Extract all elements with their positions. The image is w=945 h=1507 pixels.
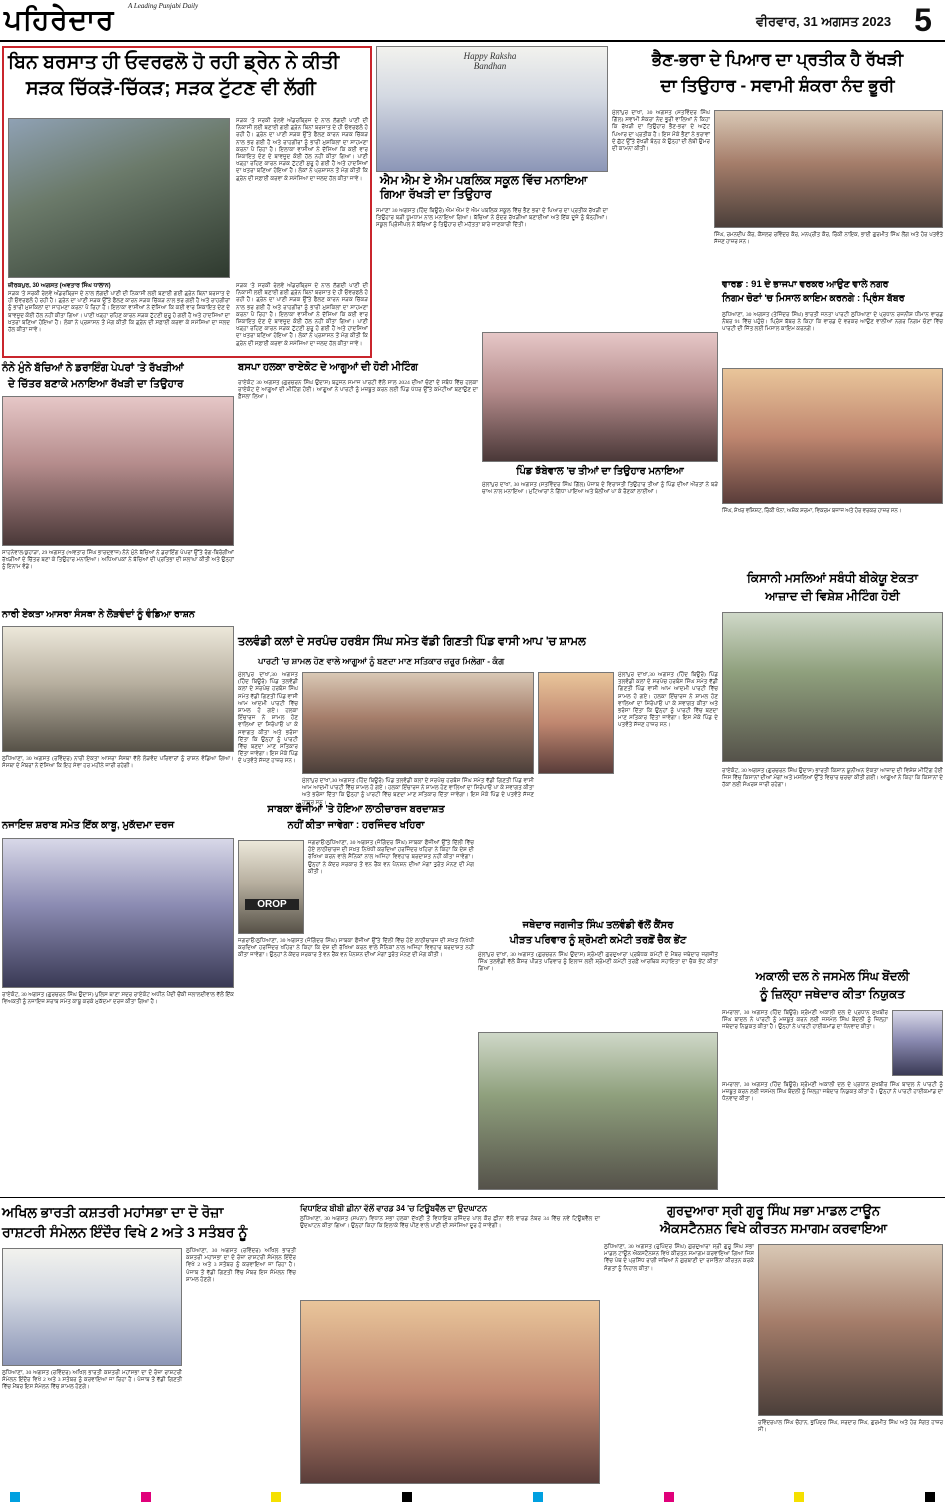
lathicharge-body: ਜਗਰਾਓਂ/ਲੁਧਿਆਣਾ, 30 ਅਗਸਤ (ਜੋਗਿੰਦਰ ਸਿੰਘ) ਸਾਬਕਾ ਫੌਜੀਆਂ ਉੱਤੇ ਦਿੱਲੀ ਵਿੱਚ ਹੋਏ ਲਾਠੀਚਾਰਜ ਦੀ ਸਖ਼ਤ ਨਿਖੇਧੀ ਕਰਦਿਆਂ ਹਰਜਿੰਦਰ ਖਹਿਰਾ ਨੇ ਕਿਹਾ ਕਿ ਦੇਸ਼ ਦੀ ਰੱਖਿਆ ਕਰਨ ਵਾਲੇ ਸੈਨਿਕਾਂ ਨਾਲ ਅਜਿਹਾ ਵਿਵਹਾਰ ਬਰਦਾਸ਼ਤ ਨਹੀਂ ਕੀਤਾ ਜਾਵੇਗਾ। ਉਨ੍ਹਾਂ ਨੇ ਕੇਂਦਰ ਸਰਕਾਰ ਤੋਂ ਵਨ ਰੈਂਕ ਵਨ ਪੈਨਸ਼ਨ ਦੀਆਂ ਮੰਗਾਂ ਤੁਰੰਤ ਮੰਨਣ ਦੀ ਮੰਗ ਕੀਤੀ। (238, 938, 474, 959)
masthead-rule (0, 40, 945, 42)
kirtan-body: ਲੁਧਿਆਣਾ, 30 ਅਗਸਤ (ਰੁਪਿੰਦਰ ਸਿੰਘ) ਗੁਰਦੁਆਰਾ ਸ੍ਰੀ ਗੁਰੂ ਸਿੰਘ ਸਭਾ ਮਾਡਲ ਟਾਊਨ ਐਕਸਟੈਨਸ਼ਨ ਵਿਖੇ ਕੀਰਤਨ ਸਮਾਗਮ ਕਰਵਾਇਆ ਗਿਆ ਜਿਸ ਵਿੱਚ ਪੰਥ ਦੇ ਪ੍ਰਸਿੱਧ ਰਾਗੀ ਜਥਿਆਂ ਨੇ ਗੁਰਬਾਣੀ ਦਾ ਰਸਭਿੰਨਾ ਕੀਰਤਨ ਕਰਕੇ ਸੰਗਤਾਂ ਨੂੰ ਨਿਹਾਲ ਕੀਤਾ। (604, 1244, 754, 1272)
registration-bar (0, 1490, 945, 1504)
ward-caption: ਸਿੰਘ, ਸ਼ੇਖਰ ਵਸ਼ਿਸ਼ਟ, ਰਿੰਕੀ ਖੰਨਾ, ਅਸ਼ੋਕ ਸ਼ਰਮਾ, ਵਿਕਰਮ ਬਜਾਜ ਅਤੇ ਹੋਰ ਵਰਕਰ ਹਾਜ਼ਰ ਸਨ। (722, 508, 902, 514)
kirtan-headline-1: ਗੁਰਦੁਆਰਾ ਸ੍ਰੀ ਗੁਰੂ ਸਿੰਘ ਸਭਾ ਮਾਡਲ ਟਾਊਨ (667, 1203, 880, 1218)
teeyan-headline: ਪਿੰਡ ਝੱਬੇਵਾਲ 'ਚ ਤੀਆਂ ਦਾ ਤਿਉਹਾਰ ਮਨਾਇਆ (516, 466, 684, 477)
kirtan-photo (758, 1244, 943, 1416)
cancer-headline-2: ਪੀੜਤ ਪਰਿਵਾਰ ਨੂੰ ਸ਼੍ਰੋਮਣੀ ਕਮੇਟੀ ਤਰਫ਼ੋਂ ਚੈਕ ਭੇਂਟ (509, 935, 687, 946)
lathicharge-headline-2: ਨਹੀਂ ਕੀਤਾ ਜਾਵੇਗਾ : ਹਰਜਿੰਦਰ ਖਹਿਰਾ (287, 820, 425, 831)
lathicharge-headline-1: ਸਾਬਕਾ ਫੌਜੀਆਂ 'ਤੇ ਹੋਇਆ ਲਾਠੀਚਾਰਜ ਬਰਦਾਸ਼ਤ (267, 804, 445, 815)
raksha-photo (714, 110, 943, 228)
bsp-headline: ਬਸਪਾ ਹਲਕਾ ਰਾਏਕੋਟ ਦੇ ਆਗੂਆਂ ਦੀ ਹੋਈ ਮੀਟਿੰਗ (238, 362, 418, 373)
school-body: ਸਮਾਣਾ 30 ਅਗਸਤ (ਹਿੰਦ ਬਿਊਰੋ) ਐਮ ਐਮ ਏ ਐਮ ਪਬਲਿਕ ਸਕੂਲ ਵਿੱਚ ਭੈਣ ਭਰਾ ਦੇ ਪਿਆਰ ਦਾ ਪ੍ਰਤੀਕ ਰੱਖੜੀ ਦਾ ਤਿਉਹਾਰ ਬੜੀ ਧੂਮਧਾਮ ਨਾਲ ਮਨਾਇਆ ਗਿਆ। ਬੱਚਿਆਂ ਨੇ ਸੁੰਦਰ ਰੱਖੜੀਆਂ ਬਣਾਈਆਂ ਅਤੇ ਇੱਕ ਦੂਜੇ ਨੂੰ ਬੰਨ੍ਹੀਆਂ। ਸਕੂਲ ਪ੍ਰਿੰਸੀਪਲ ਨੇ ਬੱਚਿਆਂ ਨੂੰ ਤਿਉਹਾਰ ਦੀ ਮਹੱਤਤਾ ਬਾਰੇ ਜਾਣਕਾਰੀ ਦਿੱਤੀ। (376, 208, 608, 229)
akali-body-bottom: ਸਮਰਾਲਾ, 30 ਅਗਸਤ (ਹਿੰਦ ਬਿਊਰੋ) ਸ਼੍ਰੋਮਣੀ ਅਕਾਲੀ ਦਲ ਦੇ ਪ੍ਰਧਾਨ ਸੁਖਬੀਰ ਸਿੰਘ ਬਾਦਲ ਨੇ ਪਾਰਟੀ ਨੂੰ ਮਜ਼ਬੂਤ ਕਰਨ ਲਈ ਜਸਮੇਲ ਸਿੰਘ ਬੋਂਦਲੀ ਨੂੰ ਜ਼ਿਲ੍ਹਾ ਜਥੇਦਾਰ ਨਿਯੁਕਤ ਕੀਤਾ ਹੈ। ਉਨ੍ਹਾਂ ਨੇ ਪਾਰਟੀ ਹਾਈਕਮਾਂਡ ਦਾ ਧੰਨਵਾਦ ਕੀਤਾ। (722, 1082, 943, 1103)
bottom-row-rule (0, 1197, 945, 1198)
school-board-text: Happy Raksha Bandhan (463, 51, 517, 71)
lathicharge-photo (238, 840, 304, 934)
drain-body-right: ਸੜਕ 'ਤੇ ਸਰਕੀ ਰੇਲਵੇ ਅੰਡਰਬ੍ਰਿਜ ਦੇ ਨਾਲ ਲੱਗਦੀ ਪਾਣੀ ਦੀ ਨਿਕਾਸੀ ਲਈ ਬਣਾਈ ਗਈ ਡ੍ਰੇਨ ਬਿਨਾਂ ਬਰਸਾਤ ਦੇ ਹੀ ਓਵਰਫਲੋ ਹੋ ਰਹੀ ਹੈ। ਡ੍ਰੇਨ ਦਾ ਪਾਣੀ ਸੜਕ ਉੱਤੇ ਫੈਲਣ ਕਾਰਨ ਸੜਕ ਚਿੱਕੜ ਨਾਲ ਭਰ ਗਈ ਹੈ ਅਤੇ ਰਾਹਗੀਰਾਂ ਨੂੰ ਭਾਰੀ ਮੁਸ਼ਕਿਲਾਂ ਦਾ ਸਾਹਮਣਾ ਕਰਨਾ ਪੈ ਰਿਹਾ ਹੈ। ਇਲਾਕਾ ਵਾਸੀਆਂ ਨੇ ਦੱਸਿਆ ਕਿ ਕਈ ਵਾਰ ਸ਼ਿਕਾਇਤ ਦੇਣ ਦੇ ਬਾਵਜੂਦ ਕੋਈ ਹੱਲ ਨਹੀਂ ਕੀਤਾ ਗਿਆ। ਪਾਣੀ ਖੜ੍ਹਾ ਰਹਿਣ ਕਾਰਨ ਸੜਕ ਟੁੱਟਣੀ ਸ਼ੁਰੂ ਹੋ ਗਈ ਹੈ ਅਤੇ ਹਾਦਸਿਆਂ ਦਾ ਖ਼ਤਰਾ ਬਣਿਆ ਹੋਇਆ ਹੈ। ਲੋਕਾਂ ਨੇ ਪ੍ਰਸ਼ਾਸਨ ਤੋਂ ਮੰਗ ਕੀਤੀ ਕਿ ਡ੍ਰੇਨ ਦੀ ਸਫ਼ਾਈ ਕਰਵਾ ਕੇ ਸਮੱਸਿਆ ਦਾ ਜਲਦ ਹੱਲ ਕੀਤਾ ਜਾਵੇ। (236, 118, 368, 182)
kshatriya-body: ਲੁਧਿਆਣਾ, 30 ਅਗਸਤ (ਰਵਿੰਦਰ) ਅਖਿਲ ਭਾਰਤੀ ਕਸ਼ਤਰੀ ਮਹਾਂਸਭਾ ਦਾ ਦੋ ਰੋਜ਼ਾ ਰਾਸ਼ਟਰੀ ਸੰਮੇਲਨ ਇੰਦੌਰ ਵਿਖੇ 2 ਅਤੇ 3 ਸਤੰਬਰ ਨੂੰ ਕਰਵਾਇਆ ਜਾ ਰਿਹਾ ਹੈ। ਪੰਜਾਬ ਤੋਂ ਵੱਡੀ ਗਿਣਤੀ ਵਿੱਚ ਮੈਂਬਰ ਇਸ ਸੰਮੇਲਨ ਵਿੱਚ ਸ਼ਾਮਲ ਹੋਣਗੇ। (2, 1370, 182, 1391)
cancer-body: ਮੁੱਲਾਂਪੁਰ ਦਾਖਾ, 30 ਅਗਸਤ (ਗੁਰਚਰਨ ਸਿੰਘ ਉਦਾਸ) ਸ਼੍ਰੋਮਣੀ ਗੁਰਦੁਆਰਾ ਪ੍ਰਬੰਧਕ ਕਮੇਟੀ ਦੇ ਮੈਂਬਰ ਜਥੇਦਾਰ ਜਗਜੀਤ ਸਿੰਘ ਤਲਵੰਡੀ ਵੱਲੋਂ ਕੈਂਸਰ ਪੀੜਤ ਪਰਿਵਾਰ ਨੂੰ ਇਲਾਜ ਲਈ ਸ਼੍ਰੋਮਣੀ ਕਮੇਟੀ ਤਰਫ਼ੋਂ ਆਰਥਿਕ ਸਹਾਇਤਾ ਦਾ ਚੈਕ ਭੇਂਟ ਕੀਤਾ ਗਿਆ। (478, 952, 718, 973)
talwandi-subheadline: ਪਾਰਟੀ 'ਚ ਸ਼ਾਮਲ ਹੋਣ ਵਾਲੇ ਆਗੂਆਂ ਨੂੰ ਬਣਦਾ ਮਾਣ ਸਤਿਕਾਰ ਜ਼ਰੂਰ ਮਿਲੇਗਾ - ਕੰਗ (258, 656, 505, 666)
talwandi-body-left: ਮੁੱਲਾਂਪੁਰ ਦਾਖਾ,30 ਅਗਸਤ (ਹਿੰਦ ਬਿਊਰੋ) ਪਿੰਡ ਤਲਵੰਡੀ ਕਲਾਂ ਦੇ ਸਰਪੰਚ ਹਰਬੰਸ ਸਿੰਘ ਸਮੇਤ ਵੱਡੀ ਗਿਣਤੀ ਪਿੰਡ ਵਾਸੀ ਆਮ ਆਦਮੀ ਪਾਰਟੀ ਵਿੱਚ ਸ਼ਾਮਲ ਹੋ ਗਏ। ਹਲਕਾ ਇੰਚਾਰਜ ਨੇ ਸ਼ਾਮਲ ਹੋਣ ਵਾਲਿਆਂ ਦਾ ਸਿਰੋਪਾਓ ਪਾ ਕੇ ਸਵਾਗਤ ਕੀਤਾ ਅਤੇ ਭਰੋਸਾ ਦਿੱਤਾ ਕਿ ਉਨ੍ਹਾਂ ਨੂੰ ਪਾਰਟੀ ਵਿੱਚ ਬਣਦਾ ਮਾਣ ਸਤਿਕਾਰ ਦਿੱਤਾ ਜਾਵੇਗਾ। ਇਸ ਮੌਕੇ ਪਿੰਡ ਦੇ ਪਤਵੰਤੇ ਸੱਜਣ ਹਾਜ਼ਰ ਸਨ। (238, 672, 298, 765)
story-drain (2, 46, 372, 358)
liquor-headline: ਨਜਾਇਜ਼ ਸ਼ਰਾਬ ਸਮੇਤ ਇੱਕ ਕਾਬੂ, ਮੁਕੱਦਮਾ ਦਰਜ (2, 820, 175, 831)
ward-headline-1: ਵਾਰਡ : 91 ਦੇ ਭਾਜਪਾ ਵਰਕਰ ਆਉਣ ਵਾਲੇ ਨਗਰ (722, 279, 889, 290)
story-kirtan (604, 1200, 943, 1486)
raksha-headline-1: ਭੈਣ-ਭਰਾ ਦੇ ਪਿਆਰ ਦਾ ਪ੍ਰਤੀਕ ਹੈ ਰੱਖੜੀ (651, 50, 904, 69)
ward-body: ਲੁਧਿਆਣਾ, 30 ਅਗਸਤ (ਤੇਜਿੰਦਰ ਸਿੰਘ) ਭਾਰਤੀ ਜਨਤਾ ਪਾਰਟੀ ਲੁਧਿਆਣਾ ਦੇ ਪ੍ਰਧਾਨ ਰਜਨੀਸ਼ ਧੀਮਾਨ ਵਾਰਡ ਨੰਬਰ 91 ਵਿੱਚ ਪਹੁੰਚੇ। ਪ੍ਰਿੰਸ ਬੱਬਰ ਨੇ ਕਿਹਾ ਕਿ ਵਾਰਡ ਦੇ ਵਰਕਰ ਆਉਣ ਵਾਲੀਆਂ ਨਗਰ ਨਿਗਮ ਚੋਣਾਂ ਵਿੱਚ ਪਾਰਟੀ ਦੀ ਜਿੱਤ ਲਈ ਮਿਸਾਲ ਕਾਇਮ ਕਰਨਗੇ। (722, 312, 943, 333)
liquor-body: ਰਾਏਕੋਟ, 30 ਅਗਸਤ (ਗੁਰਚਰਨ ਸਿੰਘ ਉਦਾਸ) ਪੁਲਿਸ ਥਾਣਾ ਸਦਰ ਰਾਏਕੋਟ ਅਧੀਨ ਪੈਂਦੀ ਚੌਂਕੀ ਜਲਾਲਦੀਵਾਲ ਵੱਲੋਂ ਇੱਕ ਵਿਅਕਤੀ ਨੂੰ ਨਜਾਇਜ਼ ਸ਼ਰਾਬ ਸਮੇਤ ਕਾਬੂ ਕਰਕੇ ਮੁਕੱਦਮਾ ਦਰਜ ਕੀਤਾ ਗਿਆ ਹੈ। (2, 992, 234, 1006)
story-liquor (2, 818, 234, 1194)
drawing-headline-1: ਨੰਨੇ ਮੁੰਨੇ ਬੱਚਿਆਂ ਨੇ ਡਰਾਇੰਗ ਪੇਪਰਾਂ 'ਤੇ ਰੱਖੜੀਆਂ (2, 362, 184, 374)
story-bsp (238, 360, 478, 630)
tubewell-body: ਲੁਧਿਆਣਾ, 30 ਅਗਸਤ (ਸਪਨਾ) ਵਿਧਾਨ ਸਭਾ ਹਲਕਾ ਦੱਖਣੀ ਤੋਂ ਵਿਧਾਇਕ ਰਜਿੰਦਰ ਪਾਲ ਕੌਰ ਛੀਨਾ ਵੱਲੋਂ ਵਾਰਡ ਨੰਬਰ 34 ਵਿੱਚ ਨਵੇਂ ਟਿਊਬਵੈੱਲ ਦਾ ਉਦਘਾਟਨ ਕੀਤਾ ਗਿਆ। ਉਨ੍ਹਾਂ ਕਿਹਾ ਕਿ ਇਲਾਕੇ ਵਿੱਚ ਪੀਣ ਵਾਲੇ ਪਾਣੀ ਦੀ ਸਮੱਸਿਆ ਦੂਰ ਹੋ ਜਾਵੇਗੀ। (300, 1216, 600, 1230)
school-headline: ਐਮ ਐਮ ਏ ਐਮ ਪਬਲਿਕ ਸਕੂਲ ਵਿੱਚ ਮਨਾਇਆ ਗਿਆ ਰੱਖੜੀ ਦਾ ਤਿਉਹਾਰ (380, 173, 588, 201)
kshatriya-headline-2: ਰਾਸ਼ਟਰੀ ਸੰਮੇਲਨ ਇੰਦੌਰ ਵਿਖੇ 2 ਅਤੇ 3 ਸਤੰਬਰ ਨੂੰ (2, 1224, 248, 1240)
cancer-headline-1: ਜਥੇਦਾਰ ਜਗਜੀਤ ਸਿੰਘ ਤਲਵੰਡੀ ਵੱਲੋਂ ਕੈਂਸਰ (522, 920, 674, 931)
talwandi-photo-2 (538, 672, 614, 774)
drain-photo (8, 118, 230, 278)
story-cancer (478, 918, 718, 1194)
story-teeyan (482, 332, 718, 630)
drain-body-bottom: ਸੜਕ 'ਤੇ ਸਰਕੀ ਰੇਲਵੇ ਅੰਡਰਬ੍ਰਿਜ ਦੇ ਨਾਲ ਲੱਗਦੀ ਪਾਣੀ ਦੀ ਨਿਕਾਸੀ ਲਈ ਬਣਾਈ ਗਈ ਡ੍ਰੇਨ ਬਿਨਾਂ ਬਰਸਾਤ ਦੇ ਹੀ ਓਵਰਫਲੋ ਹੋ ਰਹੀ ਹੈ। ਡ੍ਰੇਨ ਦਾ ਪਾਣੀ ਸੜਕ ਉੱਤੇ ਫੈਲਣ ਕਾਰਨ ਸੜਕ ਚਿੱਕੜ ਨਾਲ ਭਰ ਗਈ ਹੈ ਅਤੇ ਰਾਹਗੀਰਾਂ ਨੂੰ ਭਾਰੀ ਮੁਸ਼ਕਿਲਾਂ ਦਾ ਸਾਹਮਣਾ ਕਰਨਾ ਪੈ ਰਿਹਾ ਹੈ। ਇਲਾਕਾ ਵਾਸੀਆਂ ਨੇ ਦੱਸਿਆ ਕਿ ਕਈ ਵਾਰ ਸ਼ਿਕਾਇਤ ਦੇਣ ਦੇ ਬਾਵਜੂਦ ਕੋਈ ਹੱਲ ਨਹੀਂ ਕੀਤਾ ਗਿਆ। ਪਾਣੀ ਖੜ੍ਹਾ ਰਹਿਣ ਕਾਰਨ ਸੜਕ ਟੁੱਟਣੀ ਸ਼ੁਰੂ ਹੋ ਗਈ ਹੈ ਅਤੇ ਹਾਦਸਿਆਂ ਦਾ ਖ਼ਤਰਾ ਬਣਿਆ ਹੋਇਆ ਹੈ। ਲੋਕਾਂ ਨੇ ਪ੍ਰਸ਼ਾਸਨ ਤੋਂ ਮੰਗ ਕੀਤੀ ਕਿ ਡ੍ਰੇਨ ਦੀ ਸਫ਼ਾਈ ਕਰਵਾ ਕੇ ਸਮੱਸਿਆ ਦਾ ਜਲਦ ਹੱਲ ਕੀਤਾ ਜਾਵੇ। (236, 283, 368, 347)
talwandi-body-right: ਮੁੱਲਾਂਪੁਰ ਦਾਖਾ,30 ਅਗਸਤ (ਹਿੰਦ ਬਿਊਰੋ) ਪਿੰਡ ਤਲਵੰਡੀ ਕਲਾਂ ਦੇ ਸਰਪੰਚ ਹਰਬੰਸ ਸਿੰਘ ਸਮੇਤ ਵੱਡੀ ਗਿਣਤੀ ਪਿੰਡ ਵਾਸੀ ਆਮ ਆਦਮੀ ਪਾਰਟੀ ਵਿੱਚ ਸ਼ਾਮਲ ਹੋ ਗਏ। ਹਲਕਾ ਇੰਚਾਰਜ ਨੇ ਸ਼ਾਮਲ ਹੋਣ ਵਾਲਿਆਂ ਦਾ ਸਿਰੋਪਾਓ ਪਾ ਕੇ ਸਵਾਗਤ ਕੀਤਾ ਅਤੇ ਭਰੋਸਾ ਦਿੱਤਾ ਕਿ ਉਨ੍ਹਾਂ ਨੂੰ ਪਾਰਟੀ ਵਿੱਚ ਬਣਦਾ ਮਾਣ ਸਤਿਕਾਰ ਦਿੱਤਾ ਜਾਵੇਗਾ। ਇਸ ਮੌਕੇ ਪਿੰਡ ਦੇ ਪਤਵੰਤੇ ਸੱਜਣ ਹਾਜ਼ਰ ਸਨ। (618, 672, 718, 729)
ward-photo (722, 368, 943, 504)
farmers-photo (722, 612, 943, 762)
nari-body: ਲੁਧਿਆਣਾ, 30 ਅਗਸਤ (ਰਵਿੰਦਰ) ਨਾਰੀ ਏਕਤਾ ਆਸਰਾ ਸੰਸਥਾ ਵੱਲੋਂ ਲੋੜਵੰਦ ਪਰਿਵਾਰਾਂ ਨੂੰ ਰਾਸ਼ਨ ਵੰਡਿਆ ਗਿਆ। ਸੰਸਥਾ ਦੇ ਮੈਂਬਰਾਂ ਨੇ ਦੱਸਿਆ ਕਿ ਇਹ ਸੇਵਾ ਹਰ ਮਹੀਨੇ ਜਾਰੀ ਰਹੇਗੀ। (2, 756, 234, 770)
drawing-headline-2: ਦੇ ਚਿੱਤਰ ਬਣਾਕੇ ਮਨਾਇਆ ਰੱਖੜੀ ਦਾ ਤਿਉਹਾਰ (8, 378, 184, 390)
drawing-photo (2, 396, 234, 546)
talwandi-headline: ਤਲਵੰਡੀ ਕਲਾਂ ਦੇ ਸਰਪੰਚ ਹਰਬੰਸ ਸਿੰਘ ਸਮੇਤ ਵੱਡੀ ਗਿਣਤੀ ਪਿੰਡ ਵਾਸੀ ਆਪ 'ਚ ਸ਼ਾਮਲ (238, 636, 586, 648)
lathicharge-body-right: ਜਗਰਾਓਂ/ਲੁਧਿਆਣਾ, 30 ਅਗਸਤ (ਜੋਗਿੰਦਰ ਸਿੰਘ) ਸਾਬਕਾ ਫੌਜੀਆਂ ਉੱਤੇ ਦਿੱਲੀ ਵਿੱਚ ਹੋਏ ਲਾਠੀਚਾਰਜ ਦੀ ਸਖ਼ਤ ਨਿਖੇਧੀ ਕਰਦਿਆਂ ਹਰਜਿੰਦਰ ਖਹਿਰਾ ਨੇ ਕਿਹਾ ਕਿ ਦੇਸ਼ ਦੀ ਰੱਖਿਆ ਕਰਨ ਵਾਲੇ ਸੈਨਿਕਾਂ ਨਾਲ ਅਜਿਹਾ ਵਿਵਹਾਰ ਬਰਦਾਸ਼ਤ ਨਹੀਂ ਕੀਤਾ ਜਾਵੇਗਾ। ਉਨ੍ਹਾਂ ਨੇ ਕੇਂਦਰ ਸਰਕਾਰ ਤੋਂ ਵਨ ਰੈਂਕ ਵਨ ਪੈਨਸ਼ਨ ਦੀਆਂ ਮੰਗਾਂ ਤੁਰੰਤ ਮੰਨਣ ਦੀ ਮੰਗ ਕੀਤੀ। (308, 840, 474, 875)
raksha-body: ਮੁੱਲਾਂਪੁਰ ਦਾਖਾ, 30 ਅਗਸਤ (ਸਤਵਿੰਦਰ ਸਿੰਘ ਗਿੱਲ) ਸਵਾਮੀ ਸ਼ੰਕਰਾ ਨੰਦ ਭੂਰੀ ਵਾਲਿਆਂ ਨੇ ਕਿਹਾ ਕਿ ਰੱਖੜੀ ਦਾ ਤਿਉਹਾਰ ਭੈਣ-ਭਰਾ ਦੇ ਅਟੁੱਟ ਪਿਆਰ ਦਾ ਪ੍ਰਤੀਕ ਹੈ। ਇਸ ਮੌਕੇ ਭੈਣਾਂ ਨੇ ਭਰਾਵਾਂ ਦੇ ਗੁੱਟ ਉੱਤੇ ਰੱਖੜੀ ਬੰਨ੍ਹ ਕੇ ਉਨ੍ਹਾਂ ਦੀ ਲੰਬੀ ਉਮਰ ਦੀ ਕਾਮਨਾ ਕੀਤੀ। (612, 110, 710, 153)
page-number: 5 (914, 2, 932, 38)
story-ward (722, 278, 943, 568)
tagline: A Leading Punjabi Daily (128, 2, 199, 10)
nari-headline: ਨਾਰੀ ਏਕਤਾ ਆਸਰਾ ਸੰਸਥਾ ਨੇ ਲੋੜਵੰਦਾਂ ਨੂੰ ਵੰਡਿਆ ਰਾਸ਼ਨ (2, 609, 195, 620)
story-tubewell (300, 1200, 600, 1486)
orop-badge: OROP (245, 899, 299, 910)
drawing-body: ਸਾਹਨੇਵਾਲ/ਕੁਹਾੜਾ, 29 ਅਗਸਤ (ਅਵਤਾਰ ਸਿੰਘ ਭਾਰਦ੍ਵਾਜ) ਨੰਨੇ ਮੁੰਨੇ ਬੱਚਿਆਂ ਨੇ ਡਰਾਇੰਗ ਪੇਪਰਾਂ ਉੱਤੇ ਰੰਗ-ਬਿਰੰਗੀਆਂ ਰੱਖੜੀਆਂ ਦੇ ਚਿੱਤਰ ਬਣਾ ਕੇ ਤਿਉਹਾਰ ਮਨਾਇਆ। ਅਧਿਆਪਕਾਂ ਨੇ ਬੱਚਿਆਂ ਦੀ ਪ੍ਰਤਿਭਾ ਦੀ ਸ਼ਲਾਘਾ ਕੀਤੀ ਅਤੇ ਉਨ੍ਹਾਂ ਨੂੰ ਇਨਾਮ ਵੰਡੇ। (2, 550, 234, 571)
akali-body-left: ਸਮਰਾਲਾ, 30 ਅਗਸਤ (ਹਿੰਦ ਬਿਊਰੋ) ਸ਼੍ਰੋਮਣੀ ਅਕਾਲੀ ਦਲ ਦੇ ਪ੍ਰਧਾਨ ਸੁਖਬੀਰ ਸਿੰਘ ਬਾਦਲ ਨੇ ਪਾਰਟੀ ਨੂੰ ਮਜ਼ਬੂਤ ਕਰਨ ਲਈ ਜਸਮੇਲ ਸਿੰਘ ਬੋਂਦਲੀ ਨੂੰ ਜ਼ਿਲ੍ਹਾ ਜਥੇਦਾਰ ਨਿਯੁਕਤ ਕੀਤਾ ਹੈ। ਉਨ੍ਹਾਂ ਨੇ ਪਾਰਟੀ ਹਾਈਕਮਾਂਡ ਦਾ ਧੰਨਵਾਦ ਕੀਤਾ। (722, 1010, 888, 1031)
drain-body-left: ਸੜਕ 'ਤੇ ਸਰਕੀ ਰੇਲਵੇ ਅੰਡਰਬ੍ਰਿਜ ਦੇ ਨਾਲ ਲੱਗਦੀ ਪਾਣੀ ਦੀ ਨਿਕਾਸੀ ਲਈ ਬਣਾਈ ਗਈ ਡ੍ਰੇਨ ਬਿਨਾਂ ਬਰਸਾਤ ਦੇ ਹੀ ਓਵਰਫਲੋ ਹੋ ਰਹੀ ਹੈ। ਡ੍ਰੇਨ ਦਾ ਪਾਣੀ ਸੜਕ ਉੱਤੇ ਫੈਲਣ ਕਾਰਨ ਸੜਕ ਚਿੱਕੜ ਨਾਲ ਭਰ ਗਈ ਹੈ ਅਤੇ ਰਾਹਗੀਰਾਂ ਨੂੰ ਭਾਰੀ ਮੁਸ਼ਕਿਲਾਂ ਦਾ ਸਾਹਮਣਾ ਕਰਨਾ ਪੈ ਰਿਹਾ ਹੈ। ਇਲਾਕਾ ਵਾਸੀਆਂ ਨੇ ਦੱਸਿਆ ਕਿ ਕਈ ਵਾਰ ਸ਼ਿਕਾਇਤ ਦੇਣ ਦੇ ਬਾਵਜੂਦ ਕੋਈ ਹੱਲ ਨਹੀਂ ਕੀਤਾ ਗਿਆ। ਪਾਣੀ ਖੜ੍ਹਾ ਰਹਿਣ ਕਾਰਨ ਸੜਕ ਟੁੱਟਣੀ ਸ਼ੁਰੂ ਹੋ ਗਈ ਹੈ ਅਤੇ ਹਾਦਸਿਆਂ ਦਾ ਖ਼ਤਰਾ ਬਣਿਆ ਹੋਇਆ ਹੈ। ਲੋਕਾਂ ਨੇ ਪ੍ਰਸ਼ਾਸਨ ਤੋਂ ਮੰਗ ਕੀਤੀ ਕਿ ਡ੍ਰੇਨ ਦੀ ਸਫ਼ਾਈ ਕਰਵਾ ਕੇ ਸਮੱਸਿਆ ਦਾ ਜਲਦ ਹੱਲ ਕੀਤਾ ਜਾਵੇ। (8, 291, 230, 334)
bsp-body: ਰਾਏਕੋਟ 30 ਅਗਸਤ (ਗੁਰਚਰਨ ਸਿੰਘ ਉਦਾਸ) ਬਹੁਜਨ ਸਮਾਜ ਪਾਰਟੀ ਵੱਲੋਂ ਸਾਲ 2024 ਦੀਆਂ ਚੋਣਾਂ ਦੇ ਸਬੰਧ ਵਿੱਚ ਹਲਕਾ ਰਾਏਕੋਟ ਦੇ ਆਗੂਆਂ ਦੀ ਮੀਟਿੰਗ ਹੋਈ। ਆਗੂਆਂ ਨੇ ਪਾਰਟੀ ਨੂੰ ਮਜ਼ਬੂਤ ਕਰਨ ਲਈ ਪਿੰਡ ਪੱਧਰ ਉੱਤੇ ਕਮੇਟੀਆਂ ਬਣਾਉਣ ਦਾ ਫ਼ੈਸਲਾ ਲਿਆ। (238, 380, 478, 401)
ward-headline-2: ਨਿਗਮ ਚੋਣਾਂ 'ਚ ਮਿਸਾਲ ਕਾਇਮ ਕਰਨਗੇ : ਪ੍ਰਿੰਸ ਬੱਬਰ (722, 293, 905, 304)
raksha-caption: ਸਿੰਘ, ਰਮਨਦੀਪ ਕੌਰ, ਕੌਂਸਲਰ ਰਵਿੰਦਰ ਕੌਰ, ਮਨਪ੍ਰੀਤ ਕੌਰ, ਰਿੰਕੀ ਨਾਇਕ, ਭਾਈ ਗੁਰਮੀਤ ਸਿੰਘ ਲੌਂਗ ਅਤੇ ਹੋਰ ਪਤਵੰਤੇ ਸੱਜਣ ਹਾਜ਼ਰ ਸਨ। (714, 232, 943, 245)
akali-portrait (892, 1010, 943, 1076)
kirtan-caption: ਰਵਿੰਦਰਪਾਲ ਸਿੰਘ ਚੌਹਾਨ, ਭੁਪਿੰਦਰ ਸਿੰਘ, ਸਰਦਾਰ ਸਿੰਘ, ਗੁਰਮੀਤ ਸਿੰਘ ਅਤੇ ਹੋਰ ਸੰਗਤ ਹਾਜ਼ਰ ਸੀ। (758, 1420, 943, 1433)
story-nari (2, 608, 234, 816)
cancer-photo (478, 1032, 718, 1190)
liquor-photo (2, 838, 234, 988)
farmers-headline-2: ਆਜ਼ਾਦ ਦੀ ਵਿਸ਼ੇਸ਼ ਮੀਟਿੰਗ ਹੋਈ (765, 589, 900, 603)
newspaper-logo: ਪਹਿਰੇਦਾਰ (4, 4, 115, 35)
drain-headline-1: ਬਿਨ ਬਰਸਾਤ ਹੀ ਓਵਰਫਲੋ ਹੋ ਰਹੀ ਡ੍ਰੇਨ ਨੇ ਕੀਤੀ (8, 52, 340, 73)
kshatriya-body-right: ਲੁਧਿਆਣਾ, 30 ਅਗਸਤ (ਰਵਿੰਦਰ) ਅਖਿਲ ਭਾਰਤੀ ਕਸ਼ਤਰੀ ਮਹਾਂਸਭਾ ਦਾ ਦੋ ਰੋਜ਼ਾ ਰਾਸ਼ਟਰੀ ਸੰਮੇਲਨ ਇੰਦੌਰ ਵਿਖੇ 2 ਅਤੇ 3 ਸਤੰਬਰ ਨੂੰ ਕਰਵਾਇਆ ਜਾ ਰਿਹਾ ਹੈ। ਪੰਜਾਬ ਤੋਂ ਵੱਡੀ ਗਿਣਤੀ ਵਿੱਚ ਮੈਂਬਰ ਇਸ ਸੰਮੇਲਨ ਵਿੱਚ ਸ਼ਾਮਲ ਹੋਣਗੇ। (186, 1248, 296, 1283)
talwandi-photo (302, 672, 534, 774)
story-kshatriya (2, 1200, 296, 1486)
story-talwandi (238, 632, 718, 806)
masthead-date: ਵੀਰਵਾਰ, 31 ਅਗਸਤ 2023 (756, 14, 892, 29)
teeyan-photo (482, 332, 718, 462)
story-farmers (722, 570, 943, 966)
drain-headline-2: ਸੜਕ ਚਿੱਕੜੋ-ਚਿੱਕੜ; ਸੜਕ ਟੁੱਟਣ ਵੀ ਲੱਗੀ (26, 78, 316, 99)
talwandi-body-mid: ਮੁੱਲਾਂਪੁਰ ਦਾਖਾ,30 ਅਗਸਤ (ਹਿੰਦ ਬਿਊਰੋ) ਪਿੰਡ ਤਲਵੰਡੀ ਕਲਾਂ ਦੇ ਸਰਪੰਚ ਹਰਬੰਸ ਸਿੰਘ ਸਮੇਤ ਵੱਡੀ ਗਿਣਤੀ ਪਿੰਡ ਵਾਸੀ ਆਮ ਆਦਮੀ ਪਾਰਟੀ ਵਿੱਚ ਸ਼ਾਮਲ ਹੋ ਗਏ। ਹਲਕਾ ਇੰਚਾਰਜ ਨੇ ਸ਼ਾਮਲ ਹੋਣ ਵਾਲਿਆਂ ਦਾ ਸਿਰੋਪਾਓ ਪਾ ਕੇ ਸਵਾਗਤ ਕੀਤਾ ਅਤੇ ਭਰੋਸਾ ਦਿੱਤਾ ਕਿ ਉਨ੍ਹਾਂ ਨੂੰ ਪਾਰਟੀ ਵਿੱਚ ਬਣਦਾ ਮਾਣ ਸਤਿਕਾਰ ਦਿੱਤਾ ਜਾਵੇਗਾ। ਇਸ ਮੌਕੇ ਪਿੰਡ ਦੇ ਪਤਵੰਤੇ ਸੱਜਣ ਹਾਜ਼ਰ ਸਨ। (302, 778, 534, 806)
raksha-headline-2: ਦਾ ਤਿਉਹਾਰ - ਸਵਾਮੀ ਸ਼ੰਕਰਾ ਨੰਦ ਭੂਰੀ (660, 76, 895, 95)
story-school (376, 46, 608, 358)
teeyan-body: ਮੁੱਲਾਂਪੁਰ ਦਾਖਾ, 30 ਅਗਸਤ (ਸਤਵਿੰਦਰ ਸਿੰਘ ਗਿੱਲ) ਪੰਜਾਬ ਦੇ ਵਿਰਾਸਤੀ ਤਿਉਹਾਰ ਤੀਆਂ ਨੂੰ ਪਿੰਡ ਦੀਆਂ ਔਰਤਾਂ ਨੇ ਬੜੇ ਚਾਅ ਨਾਲ ਮਨਾਇਆ। ਮੁਟਿਆਰਾਂ ਨੇ ਗਿੱਧਾ ਪਾਇਆ ਅਤੇ ਬੋਲੀਆਂ ਪਾ ਕੇ ਰੌਣਕਾਂ ਲਾਈਆਂ। (482, 482, 718, 496)
story-raksha (612, 46, 943, 276)
story-akali (722, 968, 943, 1194)
kirtan-headline-2: ਐਕਸਟੈਨਸ਼ਨ ਵਿਖੇ ਕੀਰਤਨ ਸਮਾਗਮ ਕਰਵਾਇਆ (660, 1221, 887, 1236)
tubewell-photo (300, 1300, 600, 1484)
tubewell-headline: ਵਿਧਾਇਕ ਬੀਬੀ ਛੀਨਾ ਵੱਲੋਂ ਵਾਰਡ 34 'ਚ ਟਿਊਬਵੈੱਲ ਦਾ ਉਦਘਾਟਨ (300, 1204, 488, 1213)
school-photo (376, 46, 608, 172)
akali-headline-2: ਨੂੰ ਜ਼ਿਲ੍ਹਾ ਜਥੇਦਾਰ ਕੀਤਾ ਨਿਯੁਕਤ (760, 987, 905, 1001)
story-lathicharge (238, 802, 474, 1194)
drain-dateline: ਜ਼ੀਰਕਪੁਰ, 30 ਅਗਸਤ (ਅਵਤਾਰ ਸਿੰਘ ਧਾਲਾਨ) (8, 283, 111, 289)
story-drawing (2, 360, 234, 606)
kshatriya-photo (2, 1248, 182, 1366)
farmers-body: ਰਾਏਕੋਟ, 30 ਅਗਸਤ (ਗੁਰਚਰਨ ਸਿੰਘ ਉਦਾਸ) ਭਾਰਤੀ ਕਿਸਾਨ ਯੂਨੀਅਨ ਏਕਤਾ ਆਜ਼ਾਦ ਦੀ ਵਿਸ਼ੇਸ਼ ਮੀਟਿੰਗ ਹੋਈ ਜਿਸ ਵਿੱਚ ਕਿਸਾਨਾਂ ਦੀਆਂ ਮੰਗਾਂ ਅਤੇ ਮਸਲਿਆਂ ਉੱਤੇ ਵਿਚਾਰ ਚਰਚਾ ਕੀਤੀ ਗਈ। ਆਗੂਆਂ ਨੇ ਕਿਹਾ ਕਿ ਕਿਸਾਨਾਂ ਦੇ ਹੱਕਾਂ ਲਈ ਸੰਘਰਸ਼ ਜਾਰੀ ਰਹੇਗਾ। (722, 768, 943, 789)
masthead (0, 0, 945, 44)
kshatriya-headline-1: ਅਖਿਲ ਭਾਰਤੀ ਕਸ਼ਤਰੀ ਮਹਾਂਸਭਾ ਦਾ ਦੋ ਰੋਜ਼ਾ (2, 1204, 224, 1220)
akali-headline-1: ਅਕਾਲੀ ਦਲ ਨੇ ਜਸਮੇਲ ਸਿੰਘ ਬੋਂਦਲੀ (755, 969, 910, 983)
nari-photo (2, 626, 234, 752)
farmers-headline-1: ਕਿਸਾਨੀ ਮਸਲਿਆਂ ਸਬੰਧੀ ਬੀਕੇਯੂ ਏਕਤਾ (747, 571, 918, 585)
